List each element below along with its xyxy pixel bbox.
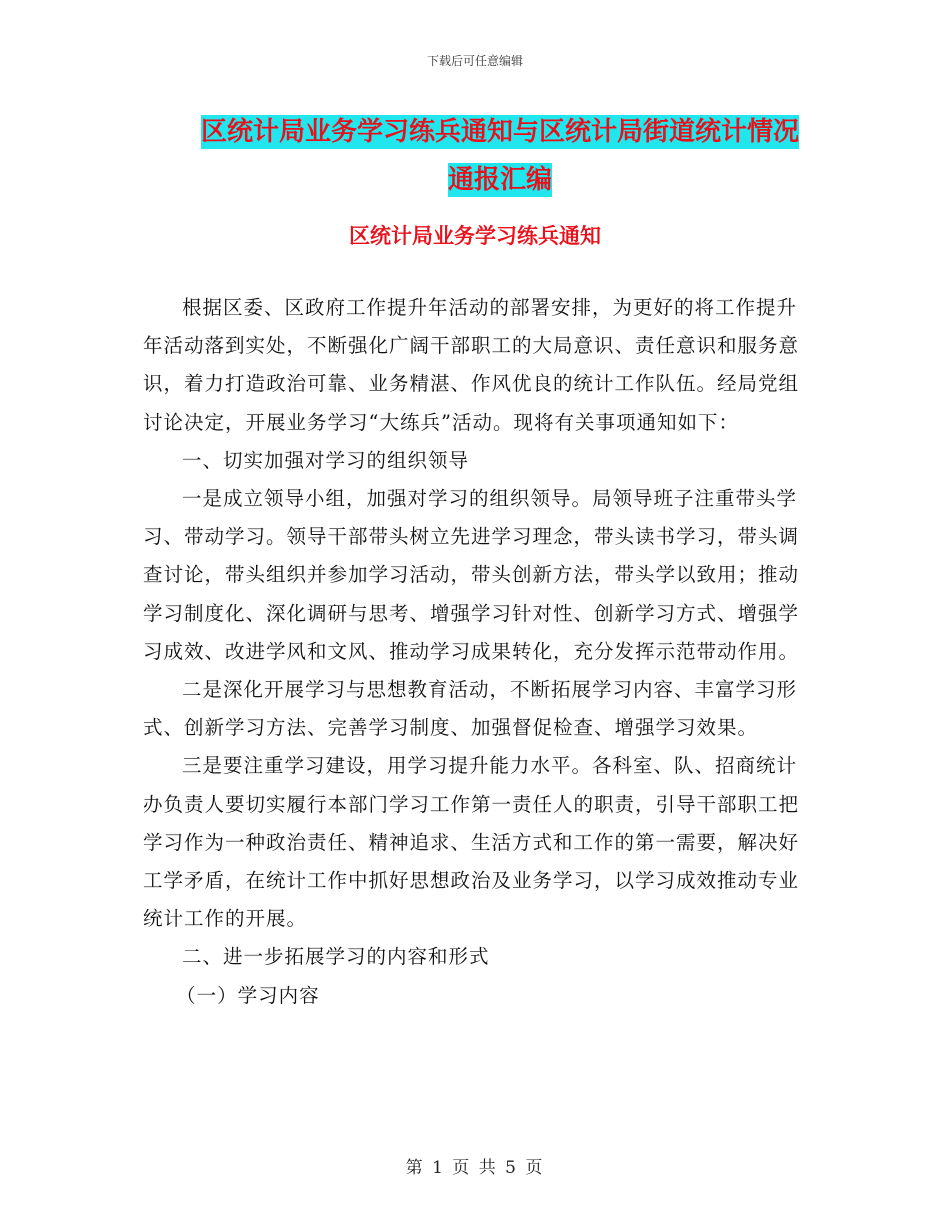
heading-organization-leadership: 一、切实加强对学习的组织领导 xyxy=(182,448,470,472)
document-body xyxy=(143,289,803,1015)
heading-content-and-form: 二、进一步拓展学习的内容和形式 xyxy=(182,945,490,969)
subheading-learning-content: （一）学习内容 xyxy=(176,983,320,1007)
document-title-line-2: 通报汇编 xyxy=(447,165,552,195)
document-title-line-1: 区统计局业务学习练兵通知与区统计局街道统计情况 xyxy=(200,117,799,147)
paragraph-intro: 根据区委、区政府工作提升年活动的部署安排，为更好的将工作提升年活动落到实处，不断强化广阔干部职工的大局意识、责任意识和服务意识，着力打造政治可靠、业务精湛、作风优良的统计工作队伍。经局党组讨论决定，开展业务学习“大练兵”活动。现将有关事项通知如下： xyxy=(143,296,800,434)
paragraph-point-one: 一是成立领导小组，加强对学习的组织领导。局领导班子注重带头学习、带动学习。领导干部带头树立先进学习理念，带头读书学习，带头调查讨论，带头组织并参加学习活动，带头创新方法，带头学以致用；推动学习制度化、深化调研与思考、增强学习针对性、创新学习方式、增强学习成效、改进学风和文风、推动学习成果转化，充分发挥示范带动作用。 xyxy=(143,487,800,663)
page-number-footer: 第 1 页 共 5 页 xyxy=(405,1158,545,1178)
paragraph-point-two: 二是深化开展学习与思想教育活动，不断拓展学习内容、丰富学习形式、创新学习方法、完善学习制度、加强督促检查、增强学习效果。 xyxy=(143,678,798,740)
document-title xyxy=(180,108,820,204)
paragraph-point-three: 三是要注重学习建设，用学习提升能力水平。各科室、队、招商统计办负责人要切实履行本部门学习工作第一责任人的职责，引导干部职工把学习作为一种政治责任、精神追求、生活方式和工作的第一需要，解决好工学矛盾，在统计工作中抓好思想政治及业务学习，以学习成效推动专业统计工作的开展。 xyxy=(143,754,800,931)
page-header-note: 下载后可任意编辑 xyxy=(426,54,523,68)
section-title: 区统计局业务学习练兵通知 xyxy=(349,224,601,248)
